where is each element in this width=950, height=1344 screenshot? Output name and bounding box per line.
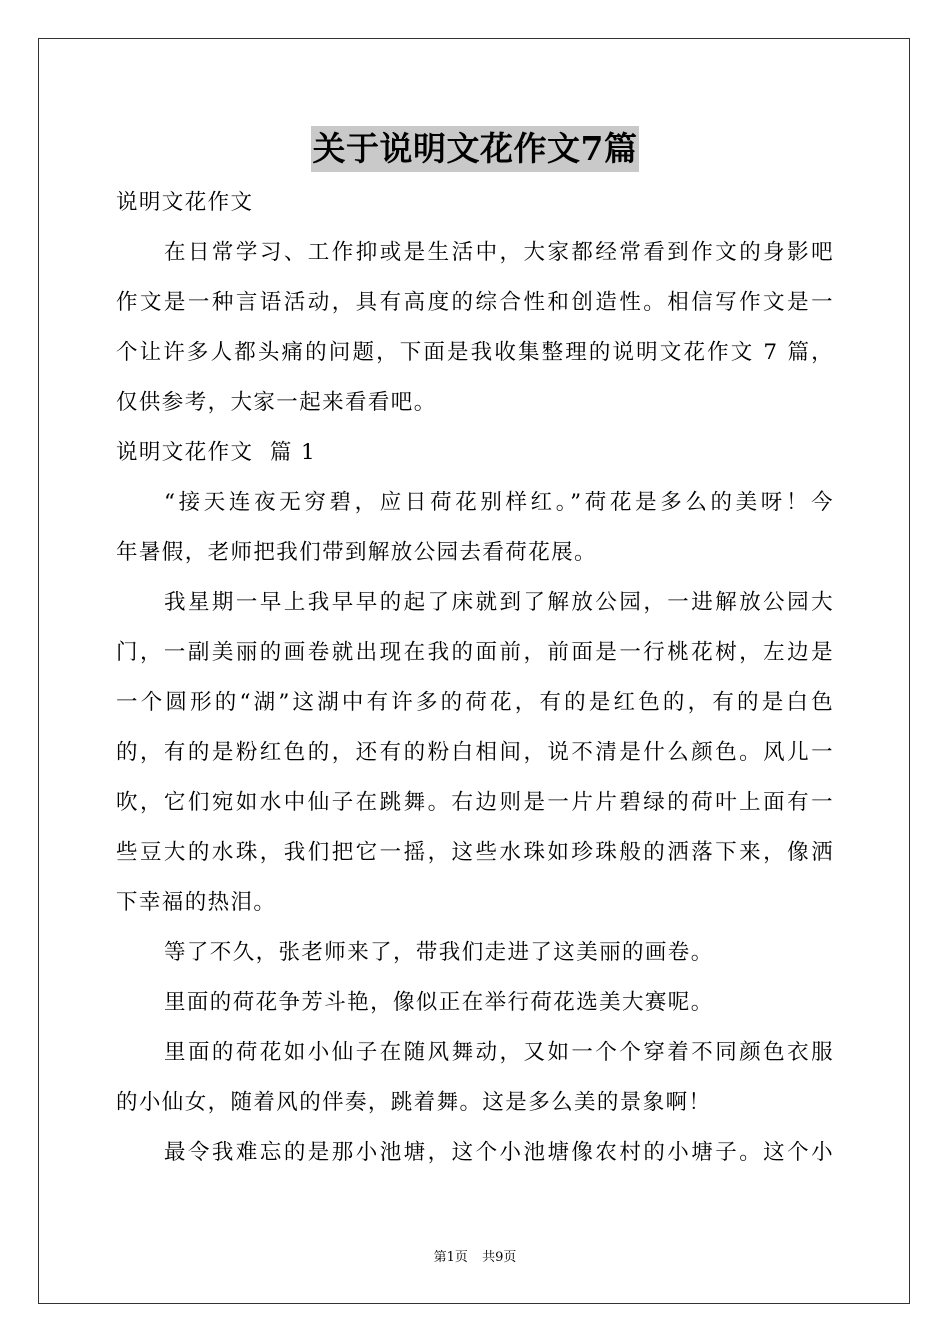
paragraph-line: 我星期一早上我早早的起了床就到了解放公园，一进解放公园大	[164, 590, 834, 615]
paragraph-line: 的小仙女，随着风的伴奏，跳着舞。这是多么美的景象啊！	[116, 1090, 712, 1115]
intro-line: 仅供参考，大家一起来看看吧。	[116, 390, 437, 415]
paragraph-line: 吹，它们宛如水中仙子在跳舞。右边则是一片片碧绿的荷叶上面有一	[116, 790, 834, 815]
paragraph-line: 等了不久，张老师来了，带我们走进了这美丽的画卷。	[164, 940, 714, 965]
document-body	[116, 178, 834, 1178]
paragraph-line: 最令我难忘的是那小池塘，这个小池塘像农村的小塘子。这个小	[164, 1140, 834, 1165]
paragraph-line: “接天连夜无穷碧，应日荷花别样红。”荷花是多么的美呀！今	[164, 490, 834, 515]
paragraph-line: 年暑假，老师把我们带到解放公园去看荷花展。	[116, 540, 597, 565]
paragraph-line: 一个圆形的“湖”这湖中有许多的荷花，有的是红色的，有的是白色	[116, 690, 834, 715]
paragraph-line: 里面的荷花如小仙子在随风舞动，又如一个个穿着不同颜色衣服	[164, 1040, 834, 1065]
paragraph-line: 门，一副美丽的画卷就出现在我的面前，前面是一行桃花树，左边是	[116, 640, 834, 665]
essay-heading: 说明文花作文	[116, 190, 254, 215]
document-title: 关于说明文花作文7篇	[311, 126, 640, 172]
page-number: 第1页	[433, 1250, 468, 1265]
intro-line: 个让许多人都头痛的问题，下面是我收集整理的说明文花作文 7 篇，	[116, 340, 834, 365]
page-total: 共9页	[482, 1250, 517, 1265]
title-wrap	[0, 126, 950, 172]
paragraph-line: 的，有的是粉红色的，还有的粉白相间，说不清是什么颜色。风儿一	[116, 740, 834, 765]
paragraph-line: 些豆大的水珠，我们把它一摇，这些水珠如珍珠般的洒落下来，像洒	[116, 840, 834, 865]
intro-line: 在日常学习、工作抑或是生活中，大家都经常看到作文的身影吧	[164, 240, 834, 265]
page-footer	[0, 1246, 950, 1265]
paragraph-line: 下幸福的热泪。	[116, 890, 277, 915]
paragraph-line: 里面的荷花争芳斗艳，像似正在举行荷花选美大赛呢。	[164, 990, 714, 1015]
intro-line: 作文是一种言语活动，具有高度的综合性和创造性。相信写作文是一	[116, 290, 834, 315]
section-heading: 说明文花作文 篇 1	[116, 440, 317, 465]
